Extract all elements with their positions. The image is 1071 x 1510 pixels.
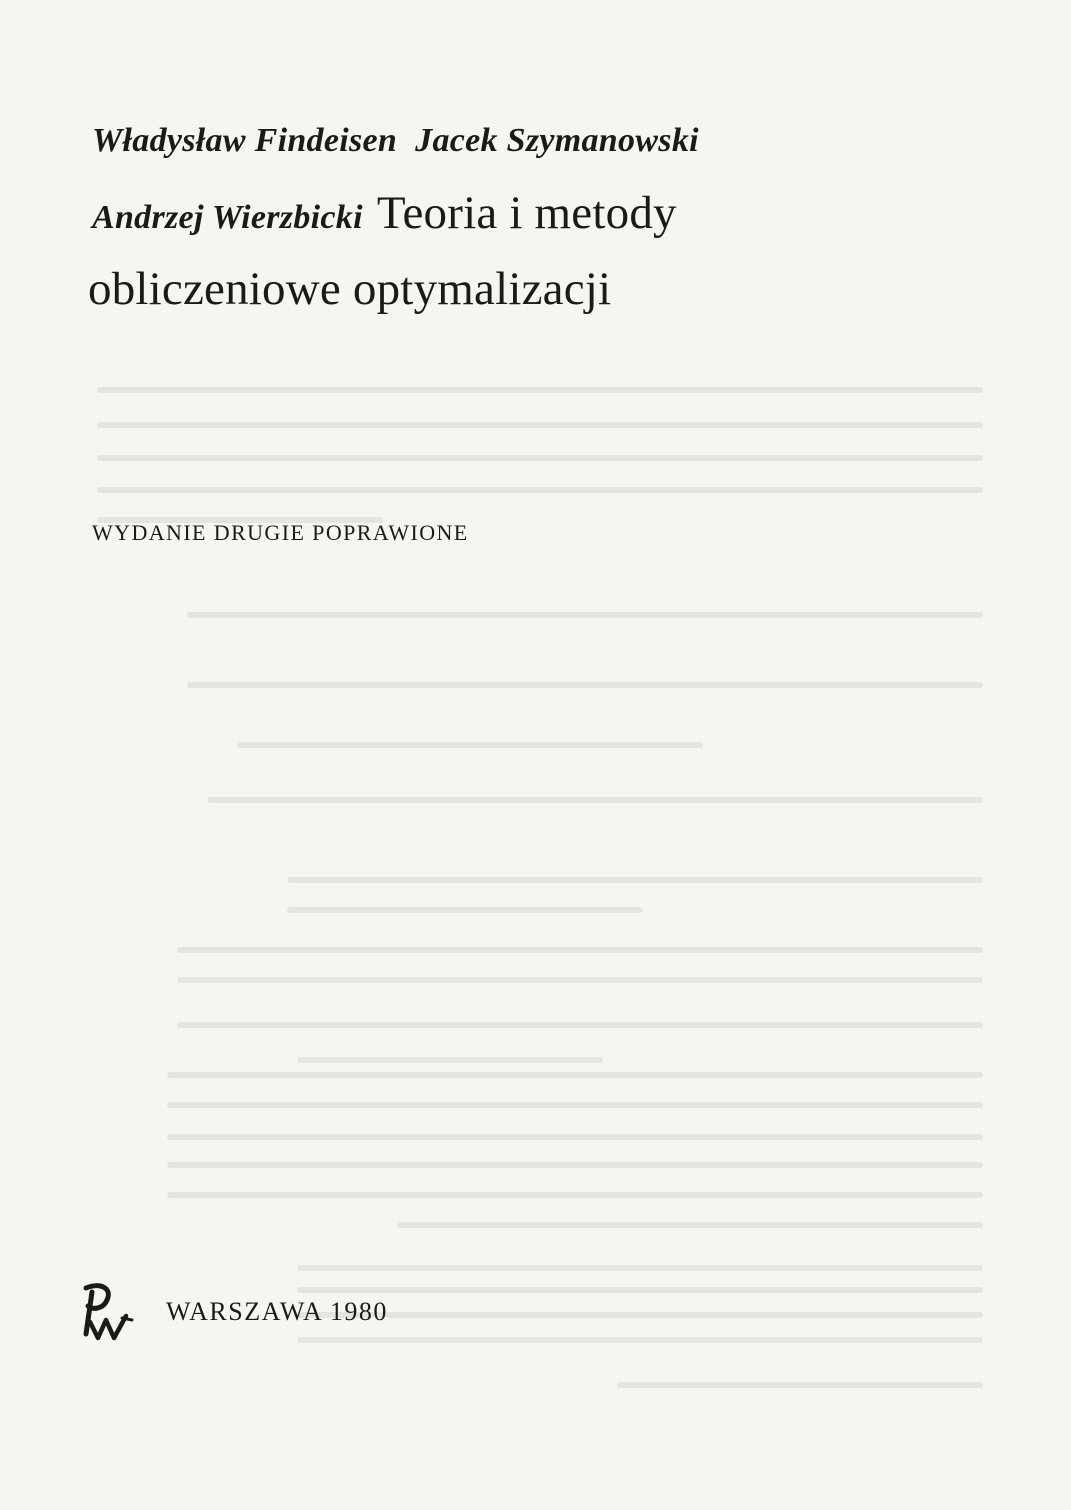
book-title-part-2: obliczeniowe optymalizacji [88, 263, 612, 315]
edition-label: WYDANIE DRUGIE POPRAWIONE [92, 520, 469, 545]
authors-line-1 [92, 122, 699, 160]
author-findeisen: Władysław Findeisen [92, 122, 398, 159]
author-szymanowski: Jacek Szymanowski [415, 122, 699, 159]
publisher-pw-logo-icon [76, 1282, 134, 1344]
book-title-part-1: Teoria i metody [376, 187, 677, 239]
author-wierzbicki: Andrzej Wierzbicki [92, 199, 363, 236]
authors-line-2 [92, 186, 677, 240]
imprint-city-year: WARSZAWA 1980 [166, 1297, 388, 1326]
